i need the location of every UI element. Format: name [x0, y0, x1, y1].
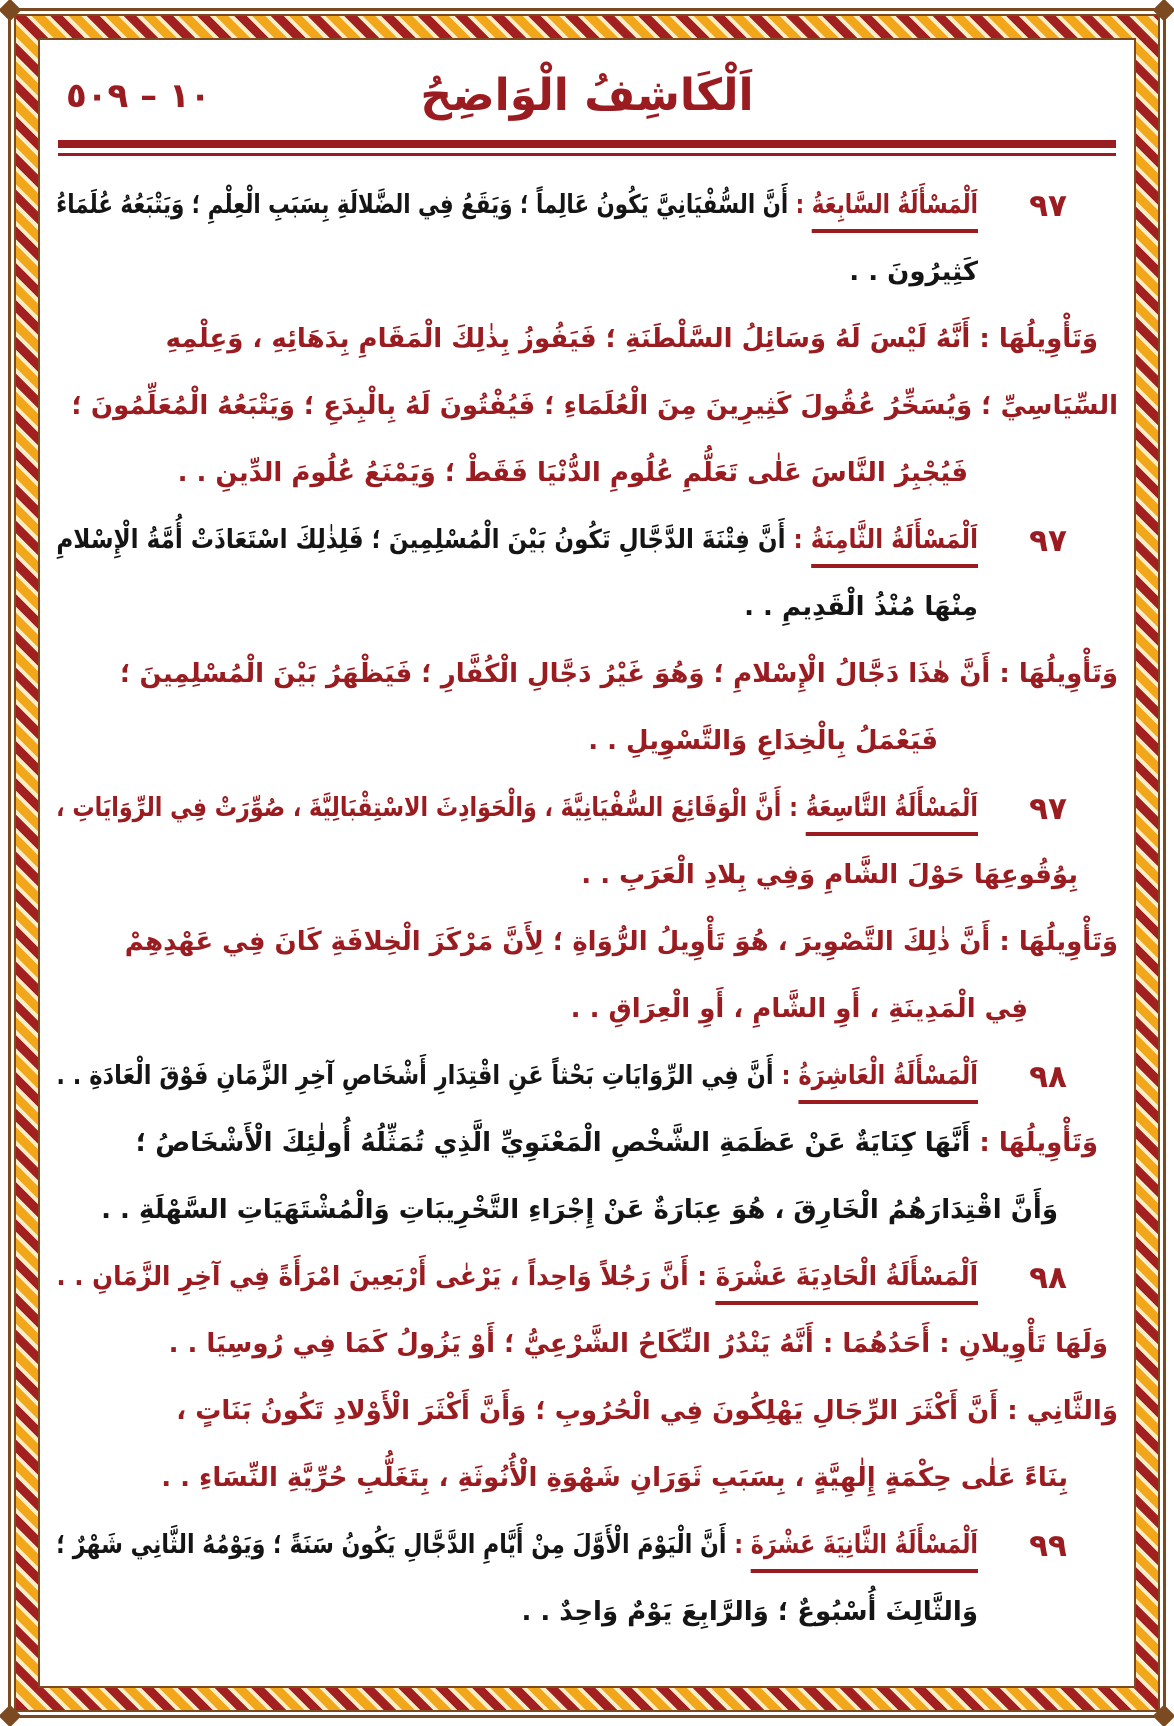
text-row [56, 440, 1118, 507]
text-line [56, 1320, 1118, 1369]
text-line [56, 315, 1118, 364]
text-segment: وَتَأْوِيلُهَا : أَنَّ هٰذَا دَجَّالُ الْإِسْلامِ ؛ وَهُوَ غَيْرُ دَجَّالِ الْكُفَّارِ ؛ فَيَظْهَرُ بَيْنَ الْمُسْلِمِينَ ؛ [120, 658, 1118, 689]
text-segment: مِنْهَا مُنْذُ الْقَدِيمِ . . [744, 591, 978, 622]
text-row [56, 1445, 1118, 1512]
text-line [56, 1521, 978, 1570]
text-row [56, 1378, 1118, 1445]
text-line [56, 516, 978, 565]
decorative-frame [8, 8, 1166, 1718]
text-line [56, 717, 1118, 766]
text-row [56, 1110, 1118, 1177]
text-segment: فَيُجْبِرُ النَّاسَ عَلٰى تَعَلُّمِ عُلُومِ الدُّنْيَا فَقَطْ ؛ وَيَمْنَعُ عُلُومَ الدِّينِ . . [177, 457, 968, 488]
text-segment: وَالثَّانِي : أَنَّ أَكْثَرَ الرِّجَالِ يَهْلِكُونَ فِي الْحُرُوبِ ؛ وَأَنَّ أَكْثَرَ الْأَوْلادِ تَكُونُ بَنَاتٍ ، [176, 1395, 1118, 1426]
text-segment: أَنَّ فِي الرِّوَايَاتِ بَحْثاً عَنِ اقْتِدَارِ أَشْخَاصِ آخِرِ الزَّمَانِ فَوْقَ الْعَادَةِ . . [56, 1060, 774, 1091]
text-line [56, 1253, 978, 1302]
text-row [56, 373, 1118, 440]
text-row [56, 842, 1118, 909]
text-segment: وَلَهَا تَأْوِيلانِ : أَحَدُهُمَا : أَنَّهُ يَنْدُرُ النِّكَاحُ الشَّرْعِيُّ ؛ أَوْ يَزُولُ كَمَا فِي رُوسِيَا . . [168, 1328, 1108, 1359]
text-line [56, 784, 978, 833]
text-line [56, 382, 1118, 431]
text-line [56, 248, 1118, 297]
text-row [56, 306, 1118, 373]
text-line [56, 1186, 1118, 1235]
text-line [56, 1454, 1118, 1503]
text-line [56, 181, 978, 230]
page-header [54, 54, 1120, 138]
text-segment: وَتَأْوِيلُهَا : [970, 1127, 1098, 1158]
header-divider [58, 140, 1116, 156]
text-segment: أَنَّهَا كِنَايَةٌ عَنْ عَظَمَةِ الشَّخْصِ الْمَعْنَوِيِّ الَّذِي تُمَثِّلُهُ أُولٰئِكَ الْأَشْخَاصُ ؛ [135, 1127, 971, 1158]
text-segment: فِي الْمَدِينَةِ ، أَوِ الشَّامِ ، أَوِ الْعِرَاقِ . . [570, 993, 1028, 1024]
text-segment: وَتَأْوِيلُهَا : أَنَّ ذٰلِكَ التَّصْوِيرَ ، هُوَ تَأْوِيلُ الرُّوَاةِ ؛ لِأَنَّ مَرْكَزَ الْخِلافَةِ كَانَ فِي عَهْدِهِمْ [124, 926, 1118, 957]
text-segment: وَأَنَّ اقْتِدَارَهُمُ الْخَارِقَ ، هُوَ عِبَارَةٌ عَنْ إِجْرَاءِ التَّخْرِيبَاتِ وَالْمُشْتَهَيَاتِ السَّهْلَةِ . . [101, 1194, 1058, 1225]
text-row [56, 239, 1118, 306]
text-row [56, 1579, 1118, 1646]
text-line [56, 918, 1118, 967]
section-number: ٩٧ [1029, 790, 1067, 827]
issue-heading: اَلْمَسْأَلَةُ الْعَاشِرَةُ [798, 1061, 978, 1104]
text-segment: بِوُقُوعِهَا حَوْلَ الشَّامِ وَفِي بِلادِ الْعَرَبِ . . [581, 859, 1078, 890]
text-segment: : [773, 1060, 799, 1091]
text-segment: : [688, 1261, 716, 1292]
text-row [56, 1244, 1118, 1311]
text-segment: كَثِيرُونَ . . [849, 256, 978, 287]
divider-thin-rule [58, 153, 1116, 156]
text-segment: : [788, 189, 812, 220]
page-number: ١٠ – ٥٠٩ [66, 76, 211, 116]
text-segment: أَنَّ الْيَوْمَ الْأَوَّلَ مِنْ أَيَّامِ الدَّجَّالِ يَكُونُ سَنَةً ؛ وَيَوْمُهُ الثَّانِي شَهْرٌ ؛ [56, 1529, 727, 1560]
text-row [56, 1177, 1118, 1244]
text-line [56, 583, 1118, 632]
text-segment: : [726, 1529, 751, 1560]
text-line [56, 985, 1118, 1034]
text-row [56, 976, 1118, 1043]
page-content [38, 38, 1136, 1688]
issue-heading: اَلْمَسْأَلَةُ السَّابِعَةُ [812, 190, 978, 233]
text-segment: وَتَأْوِيلُهَا : أَنَّهُ لَيْسَ لَهُ وَسَائِلُ السَّلْطَنَةِ ؛ فَيَفُوزُ بِذٰلِكَ الْمَقَامِ بِدَهَائِهِ ، وَعِلْمِهِ [165, 323, 1098, 354]
section-number: ٩٩ [1029, 1527, 1067, 1564]
text-row [56, 574, 1118, 641]
section-number: ٩٧ [1029, 522, 1067, 559]
issue-heading: اَلْمَسْأَلَةُ التَّاسِعَةُ [806, 793, 978, 836]
text-line [56, 1052, 978, 1101]
text-segment: : [781, 792, 806, 823]
text-segment: أَنَّ رَجُلاً وَاحِداً ، يَرْعٰى أَرْبَعِينَ امْرَأَةً فِي آخِرِ الزَّمَانِ . . [56, 1261, 689, 1292]
text-row [56, 1512, 1118, 1579]
text-row [56, 1311, 1118, 1378]
text-segment: أَنَّ فِتْنَةَ الدَّجَّالِ تَكُونُ بَيْنَ الْمُسْلِمِينَ ؛ فَلِذٰلِكَ اسْتَعَاذَتْ أُمَّةُ الْإِسْلامِ [56, 524, 786, 555]
section-number: ٩٨ [1029, 1058, 1067, 1095]
text-segment: بِنَاءً عَلٰى حِكْمَةٍ إِلٰهِيَّةٍ ، بِسَبَبِ ثَوَرَانِ شَهْوَةِ الْأُنُوثَةِ ، بِتَغَلُّبِ حُرِّيَّةِ النِّسَاءِ . . [161, 1462, 1068, 1493]
text-row [56, 909, 1118, 976]
text-line [56, 1387, 1118, 1436]
text-segment: : [785, 524, 811, 555]
text-row [56, 775, 1118, 842]
divider-thick-rule [58, 140, 1116, 148]
section-number: ٩٨ [1029, 1259, 1067, 1296]
text-row [56, 172, 1118, 239]
text-line [56, 1588, 1118, 1637]
issue-heading: اَلْمَسْأَلَةُ الثَّامِنَةُ [811, 525, 978, 568]
text-row [56, 641, 1118, 708]
text-line [56, 650, 1118, 699]
issue-heading: اَلْمَسْأَلَةُ الْحَادِيَةَ عَشْرَةَ [716, 1262, 978, 1305]
text-segment: أَنَّ الْوَقَائِعَ السُّفْيَانِيَّةَ ، وَالْحَوَادِثَ الاسْتِقْبَالِيَّةَ ، صُوِّرَتْ فِي الرِّوَايَاتِ ، [56, 792, 782, 823]
page-title: اَلْكَاشِفُ الْوَاضِحُ [420, 70, 754, 121]
issue-heading: اَلْمَسْأَلَةُ الثَّانِيَةَ عَشْرَةَ [751, 1530, 978, 1573]
text-line [56, 1119, 1118, 1168]
text-line [56, 449, 1118, 498]
text-segment: فَيَعْمَلُ بِالْخِدَاعِ وَالتَّسْوِيلِ . . [588, 725, 938, 756]
text-segment: السِّيَاسِيِّ ؛ وَيُسَخِّرُ عُقُولَ كَثِيرِينَ مِنَ الْعُلَمَاءِ ؛ فَيُفْتُونَ لَهُ بِالْبِدَعِ ؛ وَيَتْبَعُهُ الْمُعَلِّمُونَ ؛ [71, 390, 1118, 421]
text-line [56, 851, 1118, 900]
ornamental-border-band [14, 14, 1160, 1712]
text-row [56, 708, 1118, 775]
text-body [54, 172, 1120, 1646]
text-row [56, 507, 1118, 574]
section-number: ٩٧ [1029, 187, 1067, 224]
text-row [56, 1043, 1118, 1110]
text-segment: أَنَّ السُّفْيَانِيَّ يَكُونُ عَالِماً ؛ وَيَقَعُ فِي الضَّلالَةِ بِسَبَبِ الْعِلْمِ ؛ وَيَتْبَعُهُ عُلَمَاءُ [56, 189, 789, 220]
text-segment: وَالثَّالِثَ أُسْبُوعٌ ؛ وَالرَّابِعَ يَوْمٌ وَاحِدٌ . . [521, 1596, 978, 1627]
